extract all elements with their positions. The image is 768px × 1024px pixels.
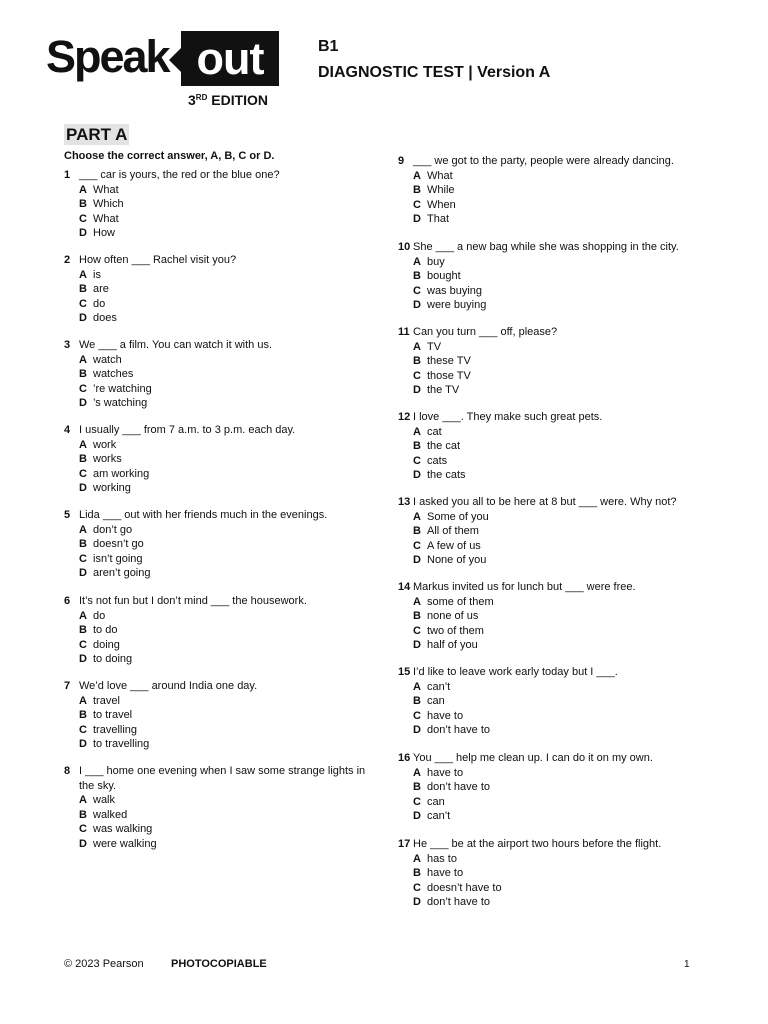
option-text: am working bbox=[93, 467, 150, 480]
logo-arrow-shape bbox=[169, 48, 181, 72]
option-letter: D bbox=[79, 837, 87, 850]
option-text: doing bbox=[93, 638, 120, 651]
option-text: A few of us bbox=[427, 539, 481, 552]
option-text: buy bbox=[427, 255, 445, 268]
option-text: two of them bbox=[427, 624, 484, 637]
question-number: 17 bbox=[398, 838, 411, 850]
option-text: was walking bbox=[93, 823, 153, 836]
option-text: can’t bbox=[427, 680, 451, 693]
option-text: watch bbox=[93, 353, 122, 366]
option-text: don’t have to bbox=[427, 896, 490, 909]
option-text: can bbox=[427, 695, 445, 708]
option-text: That bbox=[427, 213, 450, 226]
answer-option-a bbox=[398, 255, 698, 270]
question-stem: We’d love ___ around India one day. bbox=[79, 680, 258, 692]
answer-option-d bbox=[398, 638, 698, 653]
option-text: cat bbox=[427, 425, 442, 438]
option-letter: C bbox=[413, 284, 421, 297]
answer-option-c bbox=[398, 284, 698, 299]
question-stem: ___ we got to the party, people were already dancing. bbox=[413, 155, 674, 167]
question-line bbox=[398, 495, 698, 510]
answer-option-b bbox=[64, 537, 374, 552]
question-number: 7 bbox=[64, 680, 71, 692]
option-text: travel bbox=[93, 694, 120, 707]
question-8 bbox=[64, 764, 374, 852]
option-text: doesn’t go bbox=[93, 538, 144, 551]
question-stem: ___ car is yours, the red or the blue one? bbox=[79, 169, 280, 181]
answer-option-c bbox=[64, 467, 374, 482]
option-text: While bbox=[427, 184, 455, 197]
answer-option-d bbox=[398, 723, 698, 738]
option-text: walk bbox=[93, 794, 116, 807]
answer-option-d bbox=[398, 809, 698, 824]
option-text: these TV bbox=[427, 355, 471, 368]
answer-option-c bbox=[398, 624, 698, 639]
answer-option-b bbox=[398, 269, 698, 284]
option-letter: C bbox=[413, 624, 421, 637]
answer-option-b bbox=[398, 609, 698, 624]
answer-option-d bbox=[398, 383, 698, 398]
answer-option-c bbox=[64, 638, 374, 653]
question-line bbox=[64, 594, 374, 609]
answer-option-d bbox=[398, 212, 698, 227]
answer-option-a bbox=[398, 169, 698, 184]
footer-copyright: © 2023 Pearson bbox=[64, 958, 144, 970]
question-3 bbox=[64, 338, 374, 411]
question-line bbox=[398, 665, 698, 680]
option-text: have to bbox=[427, 867, 464, 880]
option-letter: B bbox=[413, 270, 421, 283]
logo-word-speak: Speak bbox=[46, 31, 169, 82]
option-letter: B bbox=[79, 709, 87, 722]
question-5 bbox=[64, 508, 374, 581]
option-letter: A bbox=[79, 353, 87, 366]
answer-option-b bbox=[64, 367, 374, 382]
option-letter: C bbox=[79, 467, 87, 480]
option-letter: A bbox=[79, 438, 87, 451]
answer-option-c bbox=[398, 539, 698, 554]
option-text: have to bbox=[427, 709, 464, 722]
option-letter: B bbox=[413, 184, 421, 197]
option-letter: B bbox=[413, 695, 421, 708]
option-letter: D bbox=[79, 312, 87, 325]
question-number: 4 bbox=[64, 424, 71, 436]
option-text: TV bbox=[427, 340, 442, 353]
option-text: don’t have to bbox=[427, 781, 490, 794]
question-number: 16 bbox=[398, 752, 411, 764]
question-line bbox=[64, 764, 374, 793]
answer-option-c bbox=[64, 212, 374, 227]
option-letter: B bbox=[413, 781, 421, 794]
question-16 bbox=[398, 751, 698, 824]
option-letter: C bbox=[413, 198, 421, 211]
question-stem: She ___ a new bag while she was shopping in the city. bbox=[413, 241, 679, 253]
option-text: those TV bbox=[427, 369, 471, 382]
answer-option-b bbox=[398, 866, 698, 881]
question-number: 1 bbox=[64, 169, 71, 181]
option-text: to travelling bbox=[93, 738, 150, 751]
question-line bbox=[64, 508, 374, 523]
answer-option-c bbox=[398, 454, 698, 469]
question-line bbox=[398, 154, 698, 169]
answer-option-c bbox=[64, 552, 374, 567]
question-15 bbox=[398, 665, 698, 738]
question-stem: I ___ home one evening when I saw some strange lights in the sky. bbox=[79, 765, 366, 792]
question-12 bbox=[398, 410, 698, 483]
option-letter: A bbox=[413, 595, 421, 608]
answer-option-b bbox=[64, 452, 374, 467]
question-number: 6 bbox=[64, 595, 71, 607]
answer-option-c bbox=[398, 198, 698, 213]
question-number: 8 bbox=[64, 765, 71, 777]
option-text: the cat bbox=[427, 440, 461, 453]
question-number: 11 bbox=[398, 326, 410, 338]
answer-option-a bbox=[64, 438, 374, 453]
option-letter: B bbox=[79, 808, 87, 821]
answer-option-b bbox=[398, 183, 698, 198]
option-letter: B bbox=[413, 440, 421, 453]
answer-option-b bbox=[64, 808, 374, 823]
answer-option-d bbox=[398, 553, 698, 568]
option-letter: C bbox=[79, 552, 87, 565]
answer-option-d bbox=[398, 468, 698, 483]
option-text: When bbox=[427, 198, 456, 211]
option-letter: D bbox=[79, 397, 87, 410]
level-label: B1 bbox=[318, 38, 339, 55]
option-letter: B bbox=[413, 355, 421, 368]
option-letter: C bbox=[79, 297, 87, 310]
question-stem: I usually ___ from 7 a.m. to 3 p.m. each day. bbox=[79, 424, 296, 436]
answer-option-b bbox=[64, 623, 374, 638]
option-text: the cats bbox=[427, 469, 466, 482]
question-stem: It’s not fun but I don’t mind ___ the housework. bbox=[79, 595, 307, 607]
option-letter: A bbox=[79, 794, 87, 807]
answer-option-d bbox=[64, 837, 374, 852]
option-text: don’t have to bbox=[427, 724, 490, 737]
option-text: can’t bbox=[427, 810, 451, 823]
answer-option-b bbox=[64, 708, 374, 723]
answer-option-a bbox=[398, 595, 698, 610]
question-7 bbox=[64, 679, 374, 752]
option-letter: A bbox=[79, 609, 87, 622]
question-line bbox=[64, 168, 374, 183]
question-number: 9 bbox=[398, 155, 405, 167]
answer-option-a bbox=[398, 766, 698, 781]
option-text: does bbox=[93, 312, 117, 325]
answer-option-b bbox=[64, 197, 374, 212]
question-number: 15 bbox=[398, 666, 411, 678]
option-text: travelling bbox=[93, 723, 138, 736]
question-line bbox=[64, 423, 374, 438]
option-text: have to bbox=[427, 766, 464, 779]
question-number: 2 bbox=[64, 254, 71, 266]
answer-option-c bbox=[398, 709, 698, 724]
answer-option-a bbox=[398, 680, 698, 695]
option-letter: D bbox=[79, 653, 87, 666]
answer-option-d bbox=[64, 226, 374, 241]
question-number: 3 bbox=[64, 339, 71, 351]
option-text: to travel bbox=[93, 709, 133, 722]
question-line bbox=[398, 410, 698, 425]
answer-option-b bbox=[398, 780, 698, 795]
question-line bbox=[64, 679, 374, 694]
logo-edition bbox=[188, 92, 268, 108]
option-text: All of them bbox=[427, 525, 479, 538]
option-text: working bbox=[93, 482, 131, 495]
question-stem: We ___ a film. You can watch it with us. bbox=[79, 339, 273, 351]
question-stem: I asked you all to be here at 8 but ___ were. Why not? bbox=[413, 496, 677, 508]
answer-option-a bbox=[398, 425, 698, 440]
question-14 bbox=[398, 580, 698, 653]
question-stem: You ___ help me clean up. I can do it on my own. bbox=[413, 752, 653, 764]
question-stem: I love ___. They make such great pets. bbox=[413, 411, 603, 423]
option-text: to doing bbox=[93, 653, 133, 666]
option-letter: D bbox=[413, 213, 421, 226]
answer-option-c bbox=[64, 382, 374, 397]
option-letter: B bbox=[413, 610, 421, 623]
option-text: ’s watching bbox=[93, 397, 148, 410]
question-line bbox=[398, 580, 698, 595]
option-letter: C bbox=[413, 369, 421, 382]
option-letter: D bbox=[413, 554, 421, 567]
question-4 bbox=[64, 423, 374, 496]
answer-option-c bbox=[398, 369, 698, 384]
option-letter: B bbox=[79, 624, 87, 637]
question-stem: Markus invited us for lunch but ___ were free. bbox=[413, 581, 636, 593]
option-text: How bbox=[93, 227, 116, 240]
option-letter: A bbox=[413, 169, 421, 182]
answer-option-c bbox=[64, 723, 374, 738]
option-text: Which bbox=[93, 198, 124, 211]
question-line bbox=[64, 253, 374, 268]
answer-option-a bbox=[64, 694, 374, 709]
option-letter: A bbox=[413, 510, 421, 523]
option-letter: C bbox=[413, 539, 421, 552]
option-text: walked bbox=[93, 808, 128, 821]
part-title: PART A bbox=[66, 125, 128, 144]
option-text: some of them bbox=[427, 595, 494, 608]
option-letter: D bbox=[79, 482, 87, 495]
option-letter: D bbox=[79, 567, 87, 580]
edition-number: 3 bbox=[188, 92, 196, 108]
option-letter: B bbox=[79, 368, 87, 381]
option-text: none of us bbox=[427, 610, 479, 623]
option-text: to do bbox=[93, 624, 118, 637]
option-letter: C bbox=[79, 638, 87, 651]
option-text: don’t go bbox=[93, 523, 133, 536]
answer-option-a bbox=[64, 268, 374, 283]
answer-option-d bbox=[64, 652, 374, 667]
option-letter: D bbox=[413, 724, 421, 737]
option-text: What bbox=[427, 169, 453, 182]
answer-option-b bbox=[398, 694, 698, 709]
answer-option-d bbox=[64, 481, 374, 496]
question-number: 10 bbox=[398, 241, 411, 253]
question-line bbox=[64, 338, 374, 353]
option-text: What bbox=[93, 183, 119, 196]
option-letter: C bbox=[413, 795, 421, 808]
question-2 bbox=[64, 253, 374, 326]
option-letter: C bbox=[413, 709, 421, 722]
answer-option-a bbox=[64, 609, 374, 624]
option-letter: C bbox=[79, 382, 87, 395]
option-text: work bbox=[93, 438, 117, 451]
answer-option-a bbox=[398, 340, 698, 355]
speakout-logo bbox=[44, 28, 284, 112]
test-title: DIAGNOSTIC TEST | Version A bbox=[318, 64, 551, 81]
question-9 bbox=[398, 154, 698, 227]
option-text: is bbox=[93, 268, 101, 281]
question-6 bbox=[64, 594, 374, 667]
option-letter: D bbox=[79, 227, 87, 240]
question-stem: He ___ be at the airport two hours before the flight. bbox=[413, 838, 662, 850]
question-10 bbox=[398, 240, 698, 313]
option-text: the TV bbox=[427, 384, 460, 397]
question-stem: Lida ___ out with her friends much in the evenings. bbox=[79, 509, 328, 521]
option-text: do bbox=[93, 297, 106, 310]
option-letter: A bbox=[79, 694, 87, 707]
option-text: ’re watching bbox=[93, 382, 152, 395]
answer-option-c bbox=[64, 297, 374, 312]
option-text: None of you bbox=[427, 554, 487, 567]
option-text: isn’t going bbox=[93, 552, 143, 565]
option-letter: A bbox=[79, 268, 87, 281]
question-17 bbox=[398, 837, 698, 910]
option-letter: A bbox=[79, 523, 87, 536]
question-stem: How often ___ Rachel visit you? bbox=[79, 254, 237, 266]
edition-word: EDITION bbox=[207, 92, 269, 108]
answer-option-b bbox=[398, 524, 698, 539]
answer-option-d bbox=[64, 311, 374, 326]
option-text: half of you bbox=[427, 639, 478, 652]
option-text: were walking bbox=[93, 837, 157, 850]
option-letter: B bbox=[413, 525, 421, 538]
option-text: works bbox=[93, 453, 122, 466]
option-letter: D bbox=[79, 738, 87, 751]
instructions: Choose the correct answer, A, B, C or D. bbox=[64, 150, 275, 162]
question-number: 5 bbox=[64, 509, 71, 521]
option-letter: A bbox=[413, 680, 421, 693]
option-letter: A bbox=[79, 183, 87, 196]
answer-option-a bbox=[64, 183, 374, 198]
option-letter: C bbox=[79, 723, 87, 736]
option-text: bought bbox=[427, 270, 461, 283]
question-number: 14 bbox=[398, 581, 411, 593]
question-line bbox=[398, 240, 698, 255]
logo-word-out: out bbox=[181, 31, 279, 86]
answer-option-a bbox=[64, 353, 374, 368]
option-text: are bbox=[93, 283, 109, 296]
option-letter: A bbox=[413, 425, 421, 438]
option-text: was buying bbox=[427, 284, 483, 297]
option-text: What bbox=[93, 212, 119, 225]
option-text: doesn’t have to bbox=[427, 881, 502, 894]
option-letter: B bbox=[79, 283, 87, 296]
question-number: 13 bbox=[398, 496, 411, 508]
option-text: do bbox=[93, 609, 106, 622]
answer-option-d bbox=[64, 566, 374, 581]
question-line bbox=[398, 751, 698, 766]
answer-option-d bbox=[398, 298, 698, 313]
page-number: 1 bbox=[684, 959, 690, 970]
answer-option-a bbox=[398, 510, 698, 525]
option-letter: C bbox=[79, 212, 87, 225]
answer-option-a bbox=[64, 523, 374, 538]
question-13 bbox=[398, 495, 698, 568]
option-text: cats bbox=[427, 454, 448, 467]
option-text: were buying bbox=[427, 299, 487, 312]
option-letter: A bbox=[413, 852, 421, 865]
option-letter: D bbox=[413, 639, 421, 652]
option-letter: B bbox=[79, 538, 87, 551]
question-line bbox=[398, 325, 698, 340]
answer-option-a bbox=[64, 793, 374, 808]
option-letter: C bbox=[413, 881, 421, 894]
option-text: can bbox=[427, 795, 445, 808]
option-letter: D bbox=[413, 896, 421, 909]
option-letter: D bbox=[413, 810, 421, 823]
option-letter: B bbox=[79, 453, 87, 466]
option-letter: C bbox=[79, 823, 87, 836]
answer-option-d bbox=[398, 895, 698, 910]
option-letter: A bbox=[413, 255, 421, 268]
option-letter: B bbox=[79, 198, 87, 211]
question-11 bbox=[398, 325, 698, 398]
edition-superscript: RD bbox=[195, 93, 208, 102]
question-line bbox=[398, 837, 698, 852]
option-letter: B bbox=[413, 867, 421, 880]
answer-option-b bbox=[64, 282, 374, 297]
footer-photocopiable: PHOTOCOPIABLE bbox=[171, 958, 267, 970]
answer-option-c bbox=[398, 881, 698, 896]
answer-option-c bbox=[64, 822, 374, 837]
option-letter: A bbox=[413, 766, 421, 779]
answer-option-b bbox=[398, 439, 698, 454]
question-stem: Can you turn ___ off, please? bbox=[413, 326, 558, 338]
option-letter: D bbox=[413, 384, 421, 397]
question-stem: I’d like to leave work early today but I ___. bbox=[413, 666, 618, 678]
answer-option-b bbox=[398, 354, 698, 369]
option-letter: A bbox=[413, 340, 421, 353]
answer-option-c bbox=[398, 795, 698, 810]
option-text: watches bbox=[93, 368, 134, 381]
answer-option-a bbox=[398, 852, 698, 867]
option-text: Some of you bbox=[427, 510, 489, 523]
option-text: aren’t going bbox=[93, 567, 151, 580]
question-number: 12 bbox=[398, 411, 411, 423]
answer-option-d bbox=[64, 737, 374, 752]
question-1 bbox=[64, 168, 374, 241]
option-letter: D bbox=[413, 299, 421, 312]
option-text: has to bbox=[427, 852, 457, 865]
option-letter: D bbox=[413, 469, 421, 482]
option-letter: C bbox=[413, 454, 421, 467]
answer-option-d bbox=[64, 396, 374, 411]
